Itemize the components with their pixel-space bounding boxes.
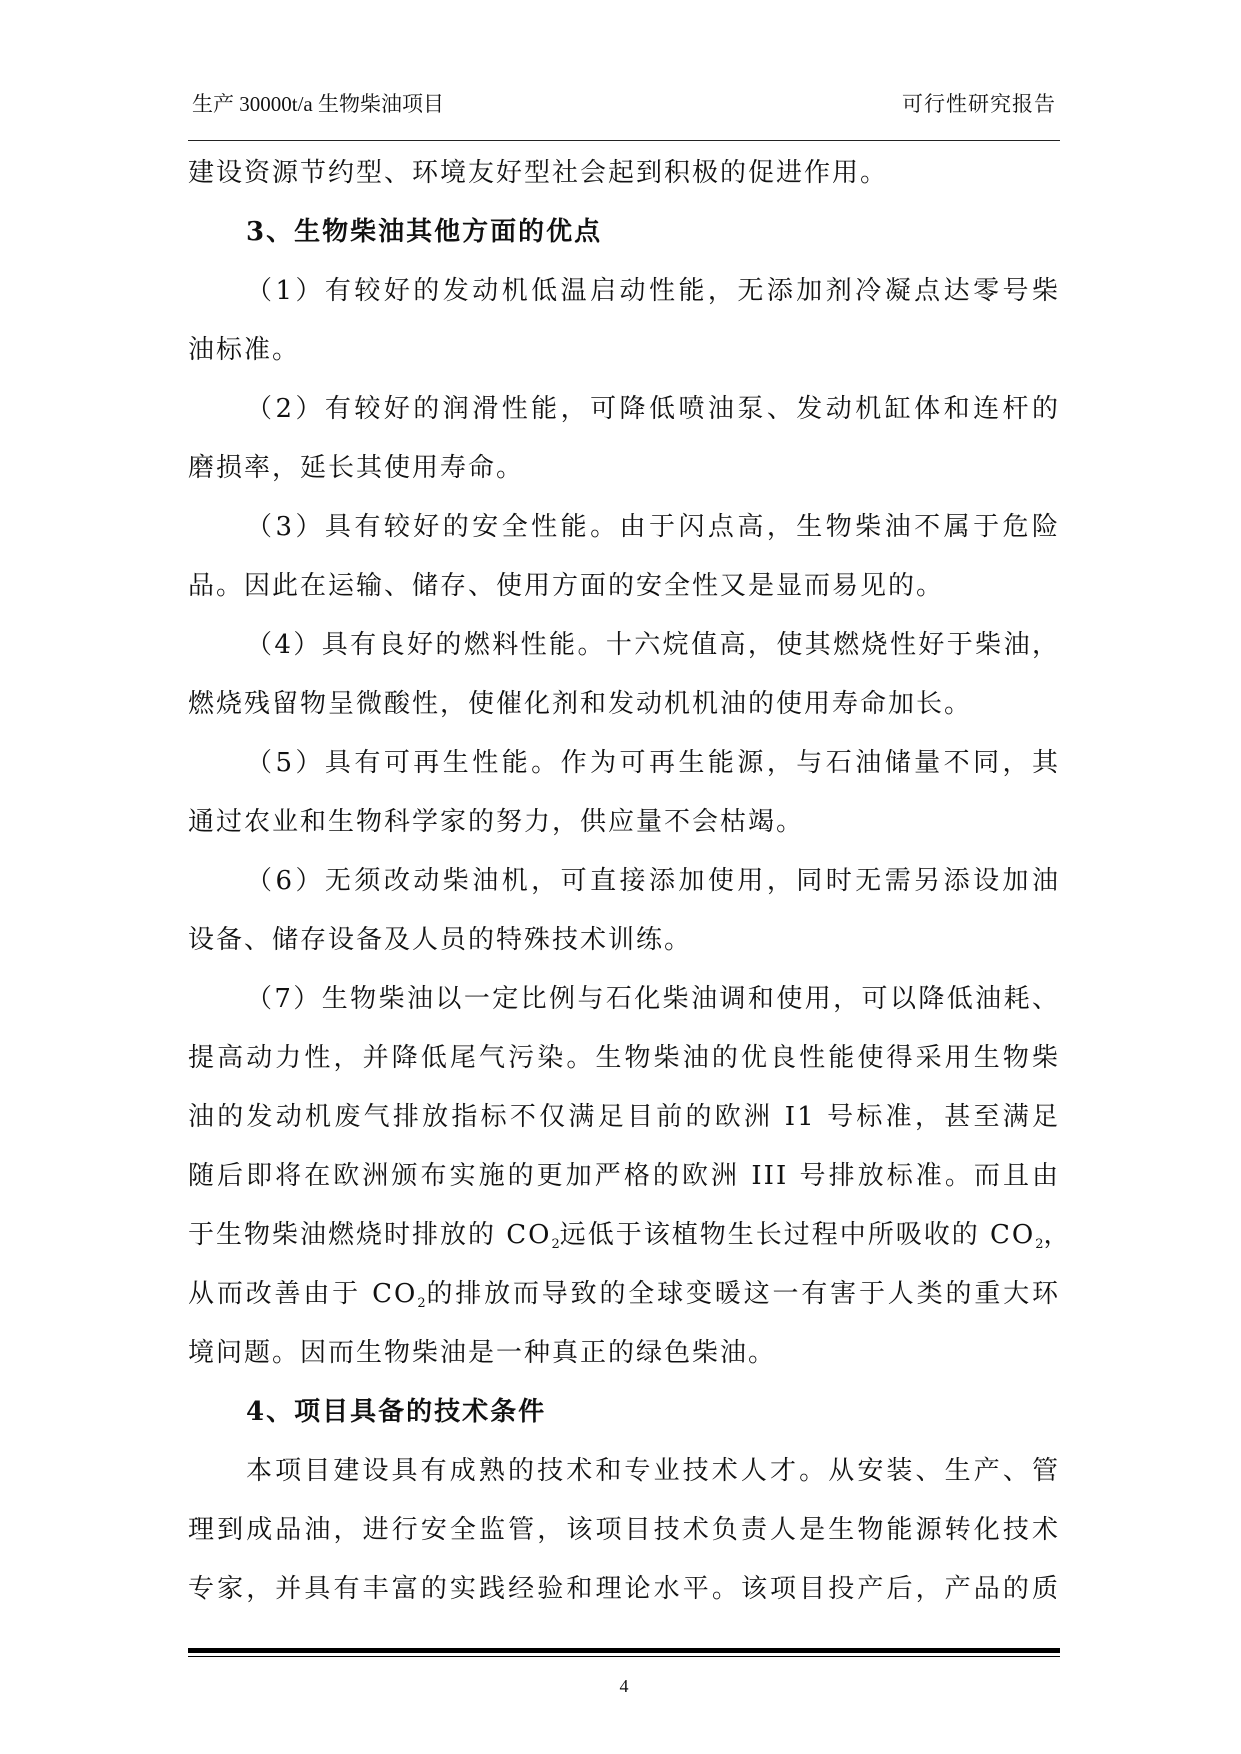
document-body [188,144,1072,1619]
co2-text-a: 于生物柴油燃烧时排放的 CO [188,1220,552,1250]
item-2-line-2: 磨损率，延长其使用寿命。 [188,453,525,483]
section-heading-4: 4、项目具备的技术条件 [246,1397,547,1427]
section-4-line-2: 理到成品油，进行安全监管，该项目技术负责人是生物能源转化技术 [188,1515,1060,1545]
item-7-line-7: 境问题。因而生物柴油是一种真正的绿色柴油。 [188,1338,777,1368]
section-4-line-3: 专家，并具有丰富的实践经验和理论水平。该项目投产后，产品的质 [188,1574,1060,1604]
item-5-line-1: （5）具有可再生性能。作为可再生能源，与石油储量不同，其 [246,748,1060,778]
page-number: 4 [619,1676,629,1696]
header-divider [188,140,1060,141]
header-report-type: 可行性研究报告 [902,92,1056,116]
paragraph-line: 建设资源节约型、环境友好型社会起到积极的促进作用。 [188,158,889,188]
item-1-line-1: （1）有较好的发动机低温启动性能，无添加剂冷凝点达零号柴 [246,276,1060,306]
co2-subscript: 2 [551,1237,560,1252]
item-3-line-1: （3）具有较好的安全性能。由于闪点高，生物柴油不属于危险 [246,512,1060,542]
footer-divider-thick [188,1648,1060,1653]
item-5-line-2: 通过农业和生物科学家的努力，供应量不会枯竭。 [188,807,805,837]
item-7-line-5 [188,1206,1072,1265]
item-4-line-2: 燃烧残留物呈微酸性，使催化剂和发动机机油的使用寿命加长。 [188,689,973,719]
item-4-line-1: （4）具有良好的燃料性能。十六烷值高，使其燃烧性好于柴油， [246,630,1060,660]
page-header [188,84,1060,124]
item-1-line-2: 油标准。 [188,335,301,365]
item-6-line-1: （6）无须改动柴油机，可直接添加使用，同时无需另添设加油 [246,866,1060,896]
co2-text-a: 从而改善由于 CO [188,1279,418,1309]
footer-divider-thin [188,1656,1060,1657]
item-7-line-6 [188,1265,1060,1324]
item-7-line-4: 随后即将在欧洲颁布实施的更加严格的欧洲 III 号排放标准。而且由 [188,1161,1060,1191]
item-2-line-1: （2）有较好的润滑性能，可降低喷油泵、发动机缸体和连杆的 [246,394,1060,424]
co2-text-b: 的排放而导致的全球变暖这一有害于人类的重大环 [425,1279,1060,1309]
header-project-title: 生产 30000t/a 生物柴油项目 [192,92,444,116]
item-6-line-2: 设备、储存设备及人员的特殊技术训练。 [188,925,693,955]
item-7-line-2: 提高动力性，并降低尾气污染。生物柴油的优良性能使得采用生物柴 [188,1043,1060,1073]
co2-subscript: 2 [1035,1237,1044,1252]
section-heading-3: 3、生物柴油其他方面的优点 [246,217,603,247]
section-4-line-1: 本项目建设具有成熟的技术和专业技术人才。从安装、生产、管 [246,1456,1060,1486]
item-3-line-2: 品。因此在运输、储存、使用方面的安全性又是显而易见的。 [188,571,945,601]
co2-text-c: ， [1043,1220,1072,1250]
item-7-line-3: 油的发动机废气排放指标不仅满足目前的欧洲 I1 号标准，甚至满足 [188,1102,1060,1132]
co2-text-b: 远低于该植物生长过程中所吸收的 CO [559,1220,1036,1250]
co2-subscript: 2 [417,1296,426,1311]
item-7-line-1: （7）生物柴油以一定比例与石化柴油调和使用，可以降低油耗、 [246,984,1060,1014]
